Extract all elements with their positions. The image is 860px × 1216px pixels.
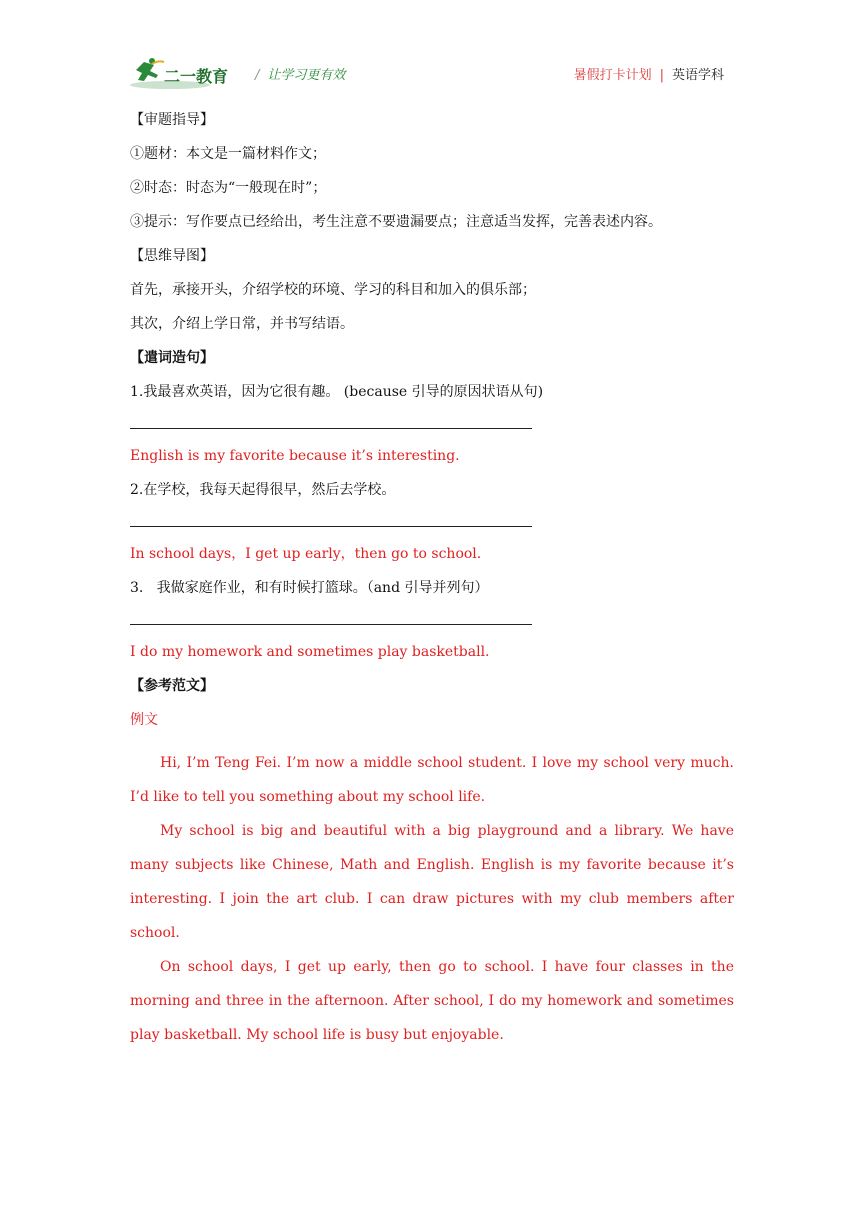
subject-label: 英语学科 [671, 68, 724, 83]
header-right [574, 64, 724, 83]
essay-label: 例文 [130, 712, 158, 728]
guide-item: ③提示：写作要点已经给出，考生注意不要遗漏要点；注意适当发挥，完善表述内容。 [130, 214, 662, 230]
essay-paragraph: Hi, I’m Teng Fei. I’m now a middle school student. I love my school very much. I’d like to tell you something about my school life. [130, 755, 734, 805]
mindmap-item: 首先，承接开头，介绍学校的环境、学习的科目和加入的俱乐部； [130, 282, 536, 298]
sentences-heading: 【遣词造句】 [130, 350, 214, 366]
sentence-answer: I do my homework and sometimes play basketball. [130, 644, 490, 660]
answer-blank-line [130, 514, 532, 527]
answer-blank-line [130, 612, 532, 625]
slogan: / 让学习更有效 [255, 68, 346, 83]
mindmap-heading: 【思维导图】 [130, 248, 214, 264]
sentence-prompt: 2.在学校，我每天起得很早，然后去学校。 [130, 482, 396, 498]
page-header [130, 58, 730, 92]
logo-text: 二一教育 [164, 67, 229, 86]
logo [130, 58, 242, 92]
guide-item: ②时态：时态为“一般现在时”； [130, 180, 327, 196]
slogan-text: 让学习更有效 [267, 68, 346, 83]
essay-heading: 【参考范文】 [130, 678, 214, 694]
sentence-answer: English is my favorite because it’s interesting. [130, 448, 460, 464]
header-divider: | [659, 68, 664, 83]
guide-heading: 【审题指导】 [130, 112, 214, 128]
logo-runner-icon [130, 58, 242, 92]
mindmap-item: 其次，介绍上学日常，并书写结语。 [130, 316, 354, 332]
essay-paragraph: My school is big and beautiful with a big playground and a library. We have many subjects like Chinese, Math and English. English is my favorite because it’s interesting. I join the art club. I can draw pictures with my club members after school. [130, 823, 734, 941]
essay-paragraph: On school days, I get up early, then go to school. I have four classes in the morning and three in the afternoon. After school, I do my homework and sometimes play basketball. My school life is busy but enjoyable. [130, 959, 734, 1043]
sentence-prompt: 1.我最喜欢英语，因为它很有趣。 (because 引导的原因状语从句) [130, 384, 544, 400]
guide-item: ①题材：本文是一篇材料作文； [130, 146, 326, 162]
sentence-prompt: 3. 我做家庭作业，和有时候打篮球。（and 引导并列句） [130, 580, 489, 596]
plan-label: 暑假打卡计划 [573, 68, 652, 83]
answer-blank-line [130, 416, 532, 429]
sentence-answer: In school days，I get up early，then go to school. [130, 546, 482, 562]
document-body [130, 110, 734, 1052]
